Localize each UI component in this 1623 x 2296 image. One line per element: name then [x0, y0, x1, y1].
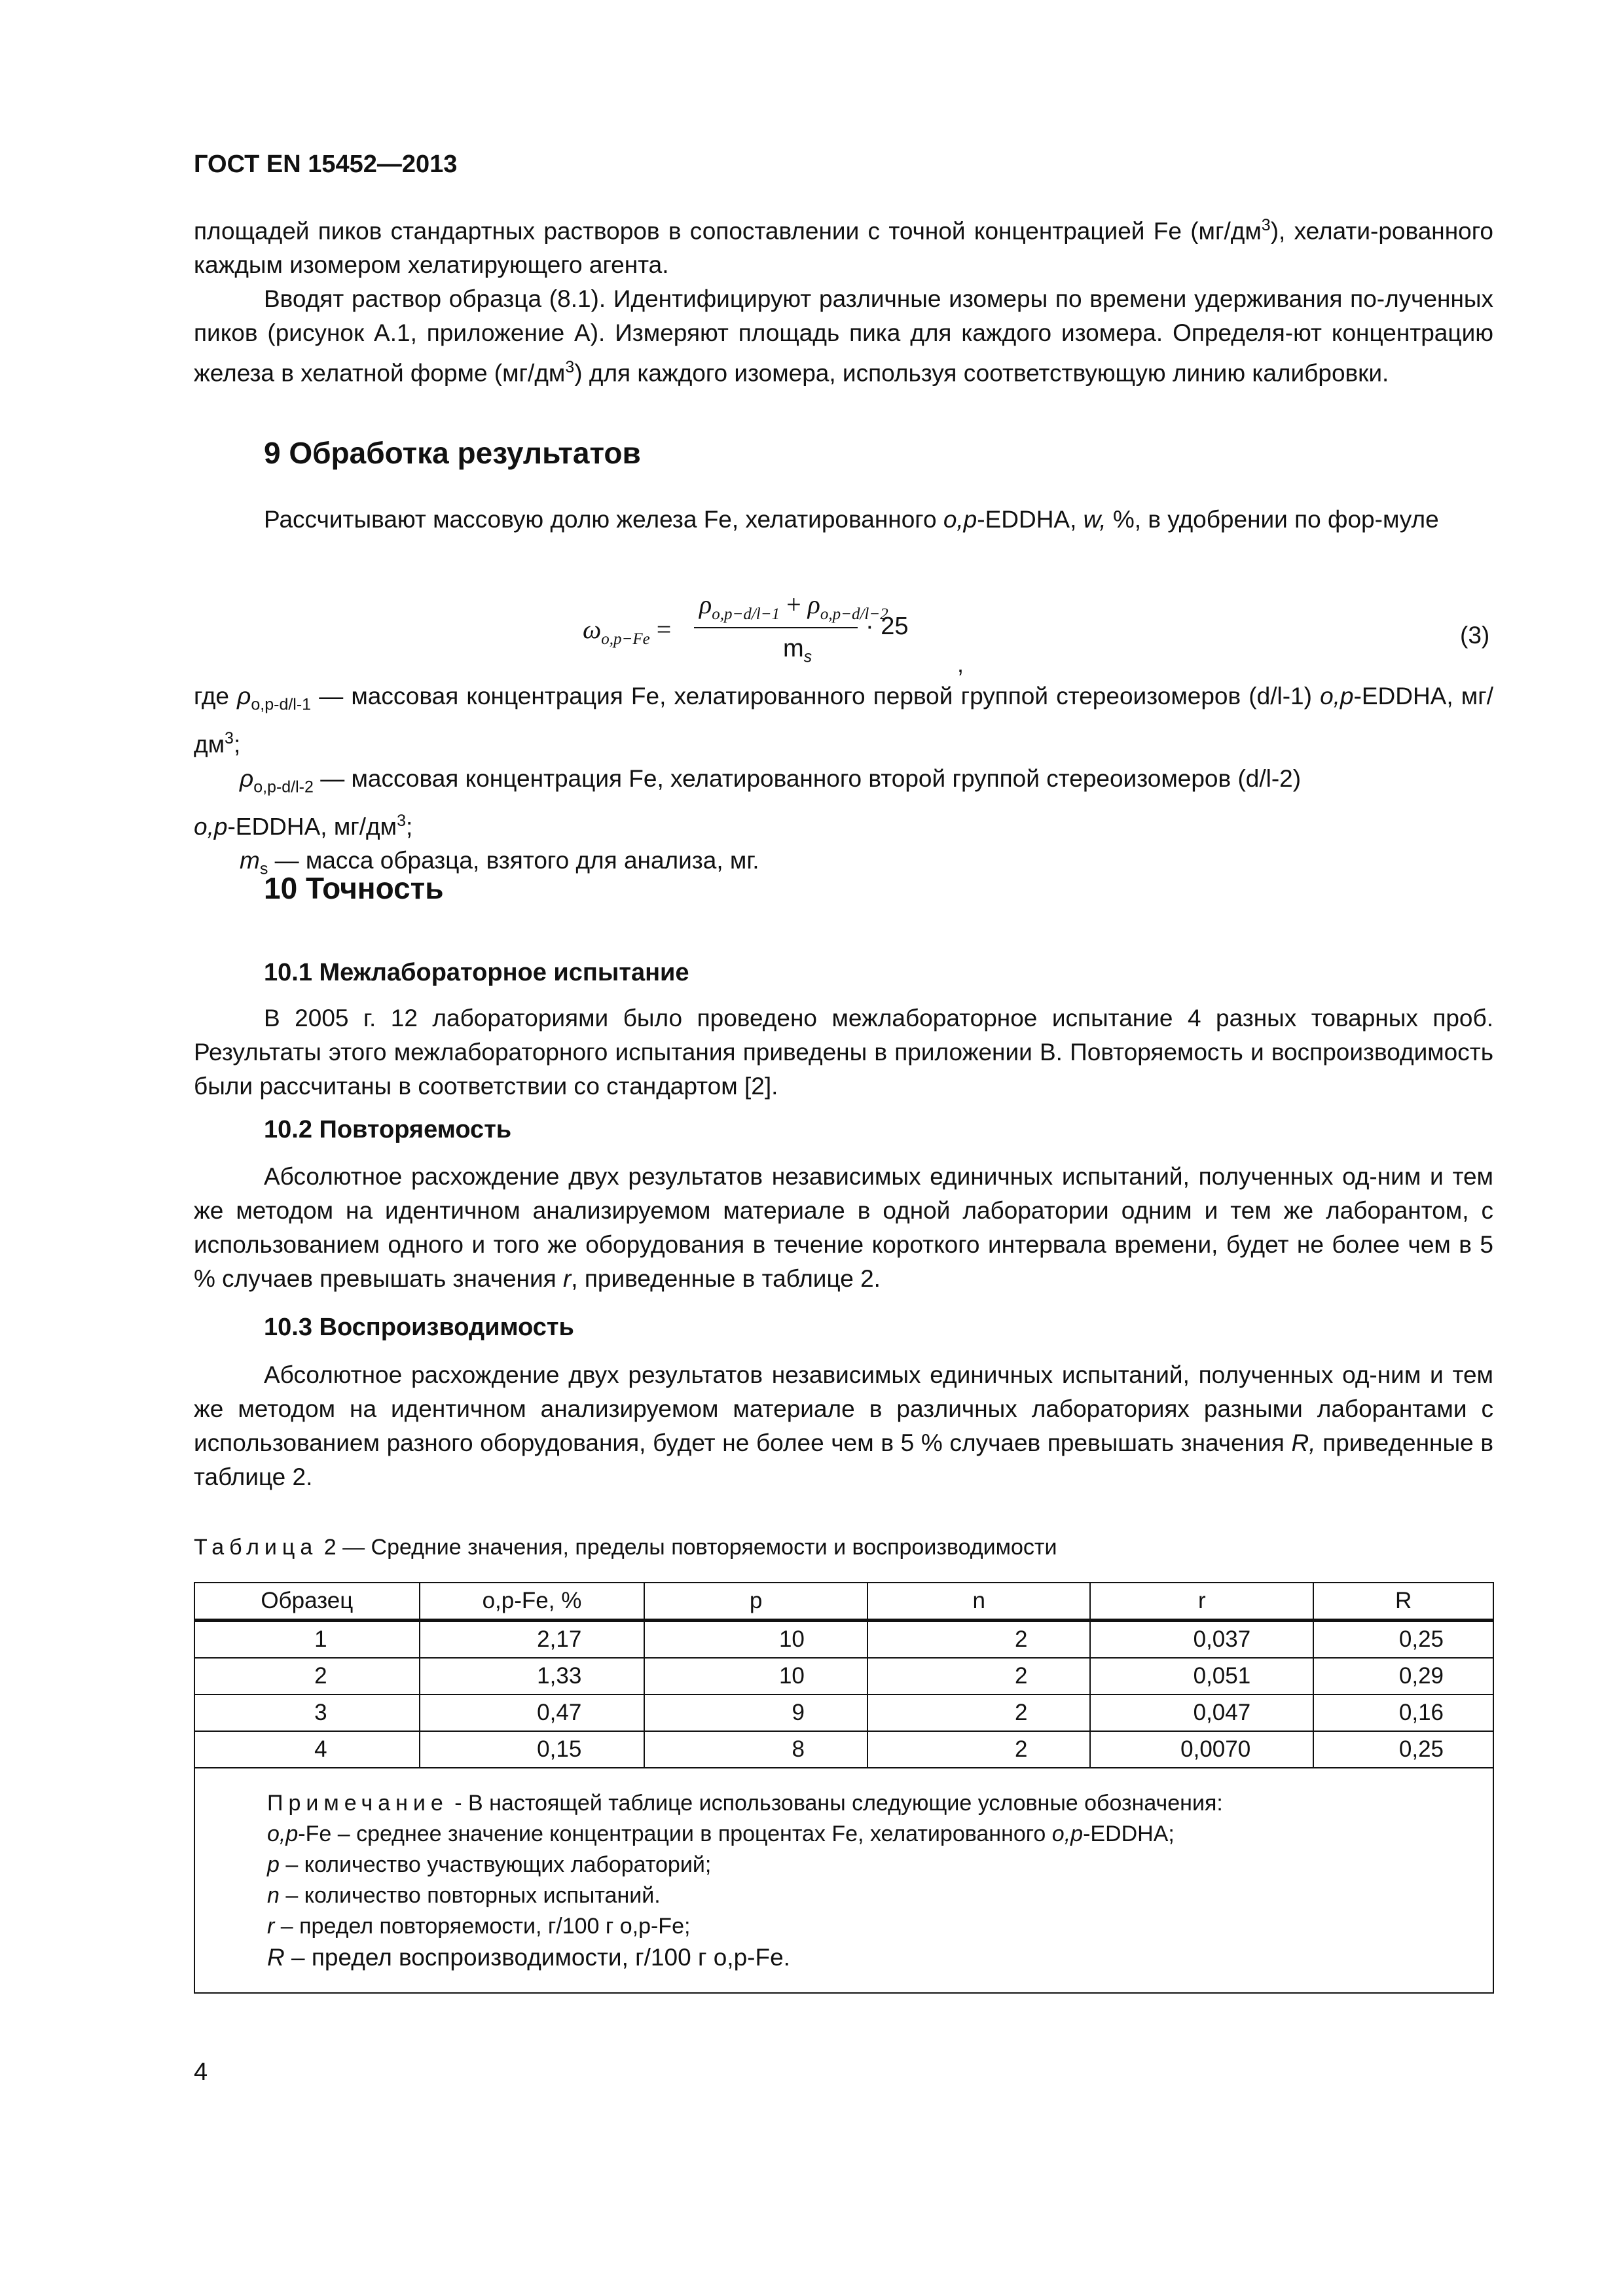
table-cell: 2	[867, 1695, 1091, 1731]
table-cell: 0,051	[1090, 1658, 1313, 1695]
page-number: 4	[194, 2058, 208, 2086]
intro-paragraph-2: Вводят раствор образца (8.1). Идентифицируют различные изомеры по времени удерживания по-лученных пиков (рисунок А.1, приложение А). Измеряют площадь пика для каждого изомера. Определя-ют концентрацию железа в хелатной форме $(мг/дм^3)$ для каждого изомера, используя соответствующую линию калибровки.	[194, 285, 1493, 387]
table-cell: 3	[194, 1695, 420, 1731]
note-line: n – количество повторных испытаний.	[267, 1883, 661, 1908]
table-cell: 9	[644, 1695, 867, 1731]
table-cell: 1	[194, 1621, 420, 1659]
table-cell: 0,29	[1313, 1658, 1493, 1695]
table-cell: 0,47	[420, 1695, 645, 1731]
table-cell: 10	[644, 1658, 867, 1695]
table-row	[194, 1621, 1493, 1659]
results-table	[194, 1582, 1494, 1994]
table-row	[194, 1731, 1493, 1768]
table-cell: 4	[194, 1731, 420, 1768]
legend-rho-1: где $\rho_{o,p-d/l-1}$ — массовая концентрация Fe, хелатированного первой группой стереоизомеров (d/l-1) о,р-EDDHA, $мг/дм^3$;	[194, 683, 1493, 758]
formula-number: (3)	[1460, 622, 1490, 649]
legend-rho-2: $\rho_{o,p-d/l-2}$ — массовая концентрация Fe, хелатированного второй группой стереоизомеров (d/l-2)	[240, 764, 1302, 797]
table-cell: 0,15	[420, 1731, 645, 1768]
header-op-fe: o,p-Fe, %	[420, 1583, 645, 1621]
section-10-1-text: В 2005 г. 12 лабораториями было проведено межлабораторное испытание 4 разных товарных проб. Результаты этого межлабораторного испытания приведены в приложении В. Повторяемость и воспроизводимость были рассчитаны в соответствии со стандартом [2].	[194, 1005, 1493, 1100]
formula-lhs: $\omega_{o,p-Fe}$ =	[583, 615, 672, 648]
section-10-2-text: Абсолютное расхождение двух результатов независимых единичных испытаний, полученных од-ним и тем же методом на идентичном анализируемом материале в одной лаборатории одним и тем же лаборантом, с использованием одного и того же оборудования в течение короткого интервала времени, будет не более чем в 5 % случаев превышать значения r, приведенные в таблице 2.	[194, 1163, 1493, 1292]
table-cell: 2,17	[420, 1621, 645, 1659]
formula-numerator: $\rho_{o,p-d/l-1} + \rho_{o,p-d/l-2}$	[699, 590, 888, 623]
table-note	[194, 1768, 1493, 1993]
section-10-3-heading: 10.3 Воспроизводимость	[264, 1314, 574, 1341]
table-note-row	[194, 1768, 1493, 1993]
document-header: ГОСТ EN 15452—2013	[194, 151, 458, 178]
table-cell: 2	[867, 1658, 1091, 1695]
header-n: n	[867, 1583, 1091, 1621]
table-cell: 8	[644, 1731, 867, 1768]
section-10-3-text: Абсолютное расхождение двух результатов независимых единичных испытаний, полученных од-ним и тем же методом на идентичном анализируемом материале в различных лабораториях разными лаборантами с использованием разного оборудования, будет не более чем в 5 % случаев превышать значения R, приведенные в таблице 2.	[194, 1361, 1493, 1490]
section-9-text: Рассчитывают массовую долю железа Fe, хелатированного о,р-EDDHA, w, %, в удобрении по фор-муле	[264, 506, 1439, 533]
note-line: о,р-Fe – среднее значение концентрации в процентах Fe, хелатированного о,р-EDDHA;	[267, 1821, 1175, 1846]
table-cell: 10	[644, 1621, 867, 1659]
table-cell: 2	[867, 1731, 1091, 1768]
note-line: r – предел повторяемости, г/100 г o,p-Fe;	[267, 1914, 691, 1939]
table-row	[194, 1695, 1493, 1731]
formula-comma: ,	[957, 651, 964, 677]
header-R: R	[1313, 1583, 1493, 1621]
header-r: r	[1090, 1583, 1313, 1621]
table-cell: 0,25	[1313, 1731, 1493, 1768]
formula-denominator: $m_s$	[783, 635, 812, 666]
header-sample: Образец	[194, 1583, 420, 1621]
intro-paragraph-1: площадей пиков стандартных растворов в сопоставлении с точной концентрацией Fe $(мг/дм^3)$, хелати-рованного каждым изомером хелатирующего агента.	[194, 216, 1493, 279]
formula-3	[583, 589, 976, 681]
table-cell: 0,16	[1313, 1695, 1493, 1731]
table-row	[194, 1658, 1493, 1695]
table-header-row	[194, 1583, 1493, 1621]
table-cell: 0,25	[1313, 1621, 1493, 1659]
section-10-heading: 10 Точность	[264, 871, 444, 905]
section-9-heading: 9 Обработка результатов	[264, 436, 641, 470]
table-caption: Таблица 2 — Средние значения, пределы повторяемости и воспроизводимости	[194, 1535, 1057, 1560]
fraction-bar	[694, 627, 858, 628]
table-cell: 1,33	[420, 1658, 645, 1695]
table-cell: 2	[867, 1621, 1091, 1659]
note-line: р – количество участвующих лабораторий;	[267, 1852, 712, 1877]
table-cell: 0,0070	[1090, 1731, 1313, 1768]
table-cell: 2	[194, 1658, 420, 1695]
table-cell: 0,037	[1090, 1621, 1313, 1659]
header-p: p	[644, 1583, 867, 1621]
formula-legend	[194, 679, 1493, 886]
note-heading: Примечание - В настоящей таблице использованы следующие условные обозначения:	[267, 1791, 1223, 1816]
formula-multiplier: · 25	[866, 613, 909, 640]
legend-rho-2-unit: о,р-EDDHA, $мг/дм^3$;	[194, 812, 413, 840]
table-cell: 0,047	[1090, 1695, 1313, 1731]
section-10-2-heading: 10.2 Повторяемость	[264, 1116, 512, 1143]
legend-ms: $m_s$ — масса образца, взятого для анализа, мг.	[240, 847, 759, 878]
section-10-1-heading: 10.1 Межлабораторное испытание	[264, 959, 689, 986]
intro-block	[194, 208, 1493, 391]
note-line: R – предел воспроизводимости, г/100 г o,p-Fe.	[267, 1944, 790, 1971]
